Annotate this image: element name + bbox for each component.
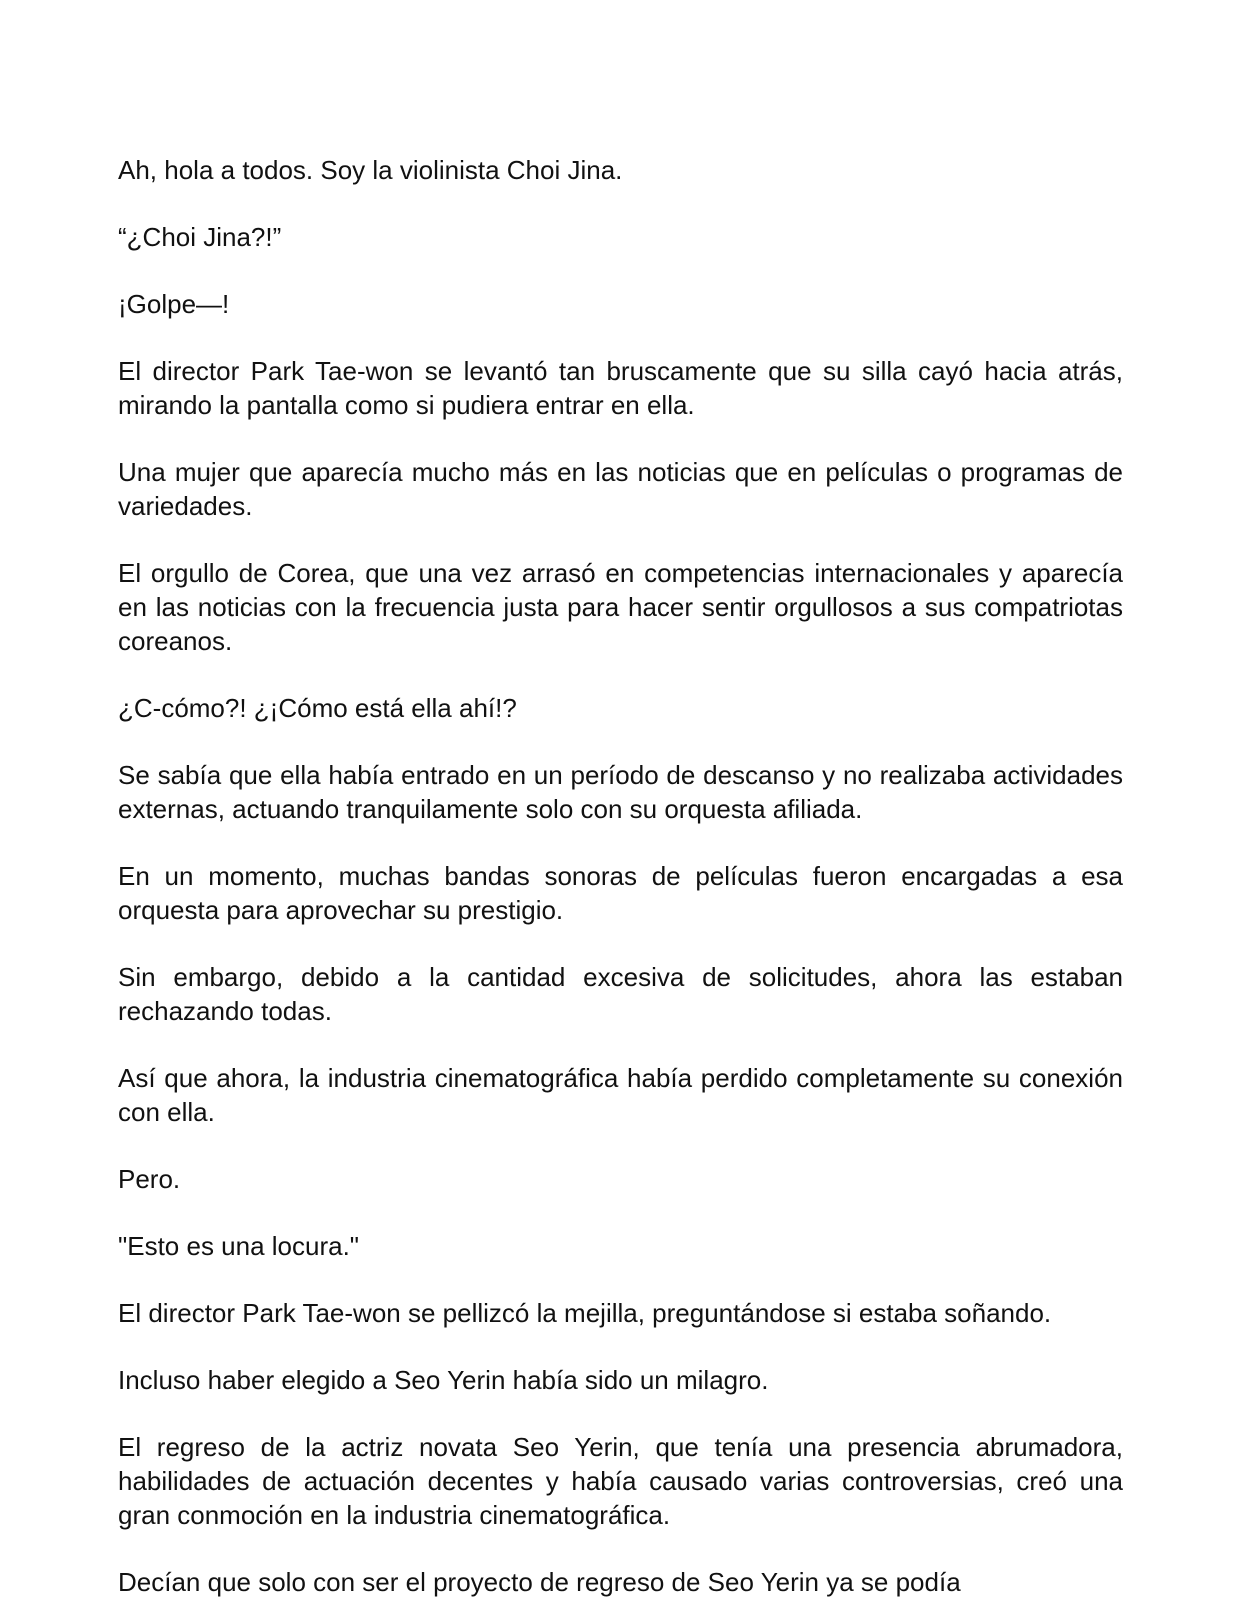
paragraph: “¿Choi Jina?!”	[118, 222, 282, 252]
paragraph: El director Park Tae-won se pellizcó la mejilla, preguntándose si estaba soñando.	[118, 1298, 1052, 1328]
paragraph: El orgullo de Corea, que una vez arrasó en competencias internacionales y aparecía en las noticias con la frecuencia justa para hacer sentir orgullosos a sus compatriotas coreanos.	[118, 558, 1123, 656]
paragraph: Se sabía que ella había entrado en un período de descanso y no realizaba actividades externas, actuando tranquilamente solo con su orquesta afiliada.	[118, 760, 1123, 824]
paragraph: Así que ahora, la industria cinematográfica había perdido completamente su conexión con ella.	[118, 1063, 1123, 1127]
paragraph: El regreso de la actriz novata Seo Yerin, que tenía una presencia abrumadora, habilidades de actuación decentes y había causado varias controversias, creó una gran conmoción en la industria cinematográfica.	[118, 1432, 1123, 1530]
paragraph: Sin embargo, debido a la cantidad excesiva de solicitudes, ahora las estaban rechazando todas.	[118, 962, 1123, 1026]
paragraph: Pero.	[118, 1164, 181, 1194]
paragraph: ¿C-cómo?! ¿¡Cómo está ella ahí!?	[118, 693, 517, 723]
paragraph: Ah, hola a todos. Soy la violinista Choi Jina.	[118, 155, 623, 185]
paragraph: Decían que solo con ser el proyecto de regreso de Seo Yerin ya se podía	[118, 1567, 961, 1597]
paragraph: ¡Golpe—!	[118, 289, 230, 319]
document-body	[118, 153, 1123, 1620]
paragraph: Incluso haber elegido a Seo Yerin había sido un milagro.	[118, 1365, 769, 1395]
paragraph: Una mujer que aparecía mucho más en las noticias que en películas o programas de variedades.	[118, 457, 1123, 521]
paragraph: El director Park Tae-won se levantó tan bruscamente que su silla cayó hacia atrás, mirando la pantalla como si pudiera entrar en ella.	[118, 356, 1123, 420]
paragraph: "Esto es una locura."	[118, 1231, 360, 1261]
paragraph: En un momento, muchas bandas sonoras de películas fueron encargadas a esa orquesta para aprovechar su prestigio.	[118, 861, 1123, 925]
